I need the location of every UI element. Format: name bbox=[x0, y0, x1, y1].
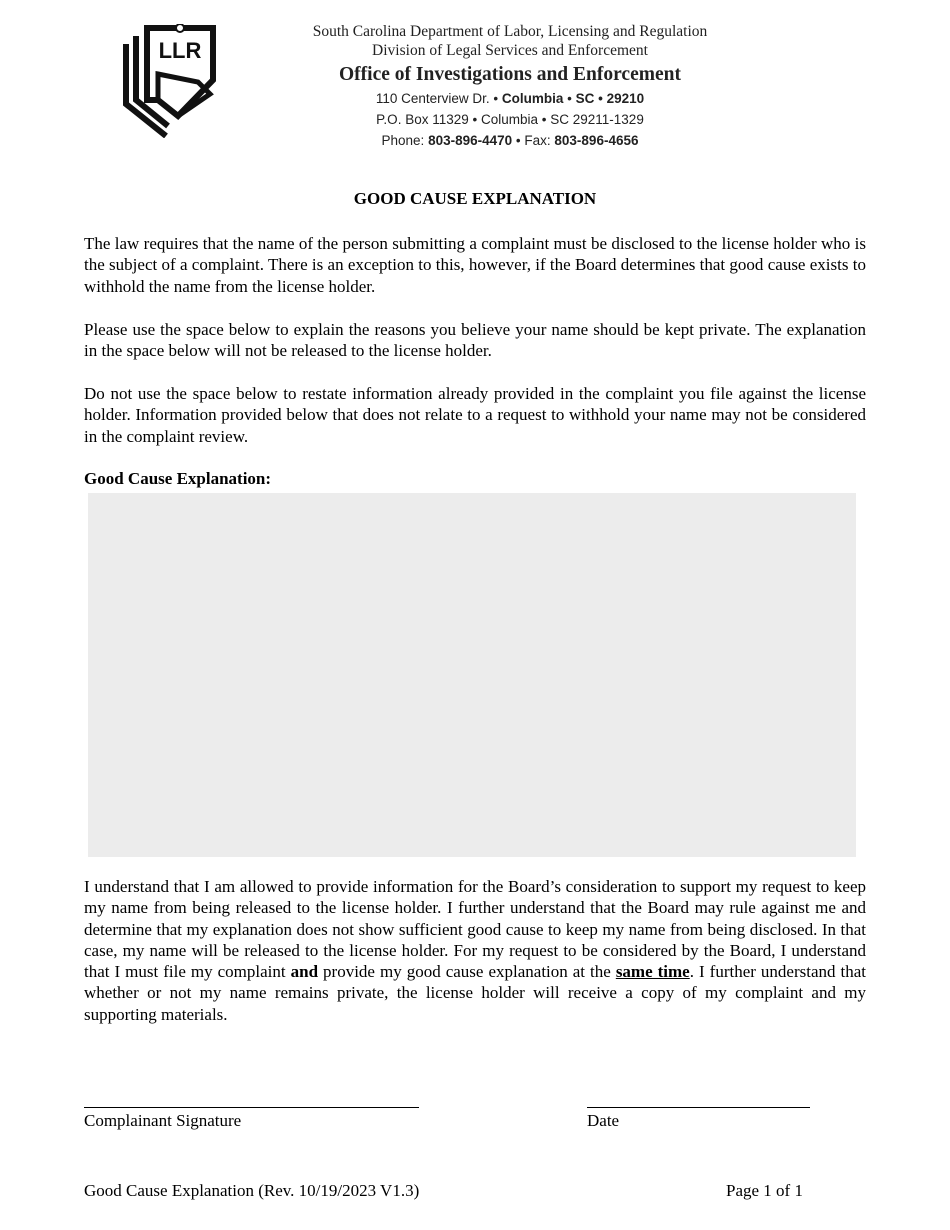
good-cause-explanation-field[interactable] bbox=[88, 493, 856, 857]
department-name: South Carolina Department of Labor, Licensing and Regulation bbox=[312, 23, 708, 40]
ack-text-2: provide my good cause explanation at the bbox=[318, 962, 616, 982]
contact-numbers: Phone: 803-896-4470 • Fax: 803-896-4656 bbox=[381, 133, 639, 148]
form-revision: Good Cause Explanation (Rev. 10/19/2023 V1.3) bbox=[84, 1181, 420, 1200]
date-line[interactable] bbox=[587, 1107, 810, 1108]
street-address: 110 Centerview Dr. • Columbia • SC • 29210 bbox=[375, 91, 645, 106]
fax-label: Fax: bbox=[524, 133, 551, 148]
street: 110 Centerview Dr. bbox=[375, 91, 490, 106]
page-number: Page 1 of 1 bbox=[726, 1181, 803, 1200]
ack-text-1: I understand that I am allowed to provide information for the Board’s consideration to support my request to keep my name from being released to the license holder. I further understand that the Board may rule against me and determine that my explanation does not show sufficient good cause to keep my name from being disclosed. In that case, my name will be released to the license holder. For my request to be considered by the Board, I understand that I must file my complaint bbox=[84, 877, 866, 982]
phone-label: Phone: bbox=[381, 133, 425, 148]
city: Columbia bbox=[501, 91, 564, 106]
state-zip: SC • 29210 bbox=[575, 91, 645, 106]
acknowledgement-paragraph bbox=[84, 876, 866, 1025]
ack-bold-and: and bbox=[290, 962, 319, 982]
letterhead bbox=[280, 22, 740, 151]
ack-text-3: . I further understand that whether or not my name remains private, the license holder will receive a copy of my complaint and my supporting materials. bbox=[84, 962, 866, 1024]
intro-paragraph: The law requires that the name of the person submitting a complaint must be disclosed to the license holder who is the subject of a complaint. There is an exception to this, however, if the Board determines that good cause exists to withhold the name from the license holder. bbox=[84, 234, 866, 296]
restriction-paragraph: Do not use the space below to restate information already provided in the complaint you file against the license holder. Information provided below that does not relate to a request to withhold your name may not be considered in the complaint review. bbox=[84, 384, 866, 446]
signature-line[interactable] bbox=[84, 1107, 419, 1108]
office-name: Office of Investigations and Enforcement bbox=[339, 64, 681, 85]
po-state-zip: SC 29211-1329 bbox=[550, 112, 644, 127]
ack-same-time: same time bbox=[615, 962, 690, 982]
po-box-address: P.O. Box 11329 • Columbia • SC 29211-1329 bbox=[376, 112, 644, 127]
llr-logo bbox=[118, 24, 218, 138]
page-title: GOOD CAUSE EXPLANATION bbox=[353, 189, 597, 208]
signature-label: Complainant Signature bbox=[84, 1111, 242, 1130]
instructions-paragraph: Please use the space below to explain the reasons you believe your name should be kept private. The explanation in the space below will not be released to the license holder. bbox=[84, 320, 866, 361]
date-label: Date bbox=[587, 1111, 620, 1130]
logo-text: LLR bbox=[158, 38, 202, 63]
po-box: P.O. Box 11329 bbox=[376, 112, 469, 127]
phone-number: 803-896-4470 bbox=[428, 133, 513, 148]
po-city: Columbia bbox=[480, 112, 539, 127]
good-cause-label: Good Cause Explanation: bbox=[84, 469, 272, 488]
fax-number: 803-896-4656 bbox=[554, 133, 639, 148]
division-name: Division of Legal Services and Enforcement bbox=[372, 42, 648, 59]
